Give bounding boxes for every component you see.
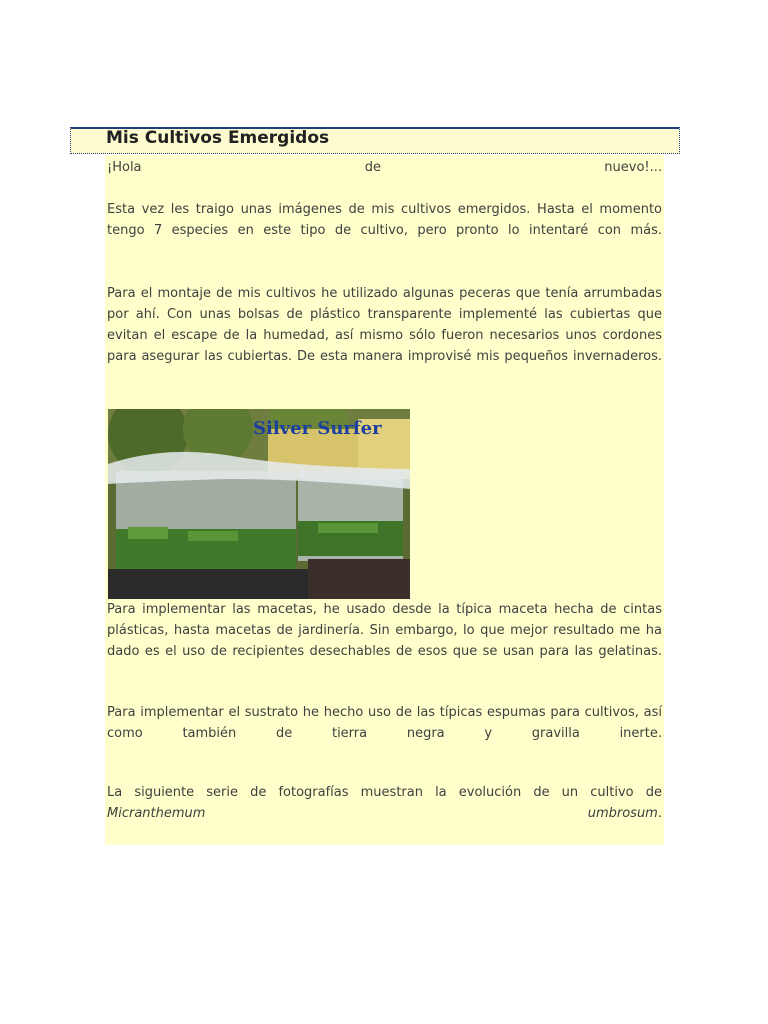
series-paragraph [107, 782, 662, 824]
watermark-text: Silver Surfer [253, 418, 382, 439]
greenhouse-photo [108, 409, 410, 599]
intro-paragraph: Esta vez les traigo unas imágenes de mis cultivos emergidos. Hasta el momento tengo 7 especies en este tipo de cultivo, pero pronto lo intentaré con más. [107, 202, 662, 238]
post-title: Mis Cultivos Emergidos [106, 128, 330, 148]
substrate-paragraph: Para implementar el sustrato he hecho uso de las típicas espumas para cultivos, así como también de tierra negra y gravilla inerte. [107, 705, 662, 741]
greeting-paragraph: ¡Hola de nuevo!... [107, 160, 662, 175]
series-end: . [657, 806, 662, 821]
series-text: La siguiente serie de fotografías muestran la evolución de un cultivo de [107, 785, 662, 800]
pots-paragraph: Para implementar las macetas, he usado desde la típica maceta hecha de cintas plásticas, hasta macetas de jardinería. Sin embargo, lo que mejor resultado me ha dado es el uso de recipientes desechables de esos que se usan para las gelatinas. [107, 602, 662, 659]
setup-paragraph: Para el montaje de mis cultivos he utilizado algunas peceras que tenía arrumbadas por ahí. Con unas bolsas de plástico transparente implementé las cubiertas que evitan el escape de la humedad, así mismo sólo fueron necesarios unos cordones para asegurar las cubiertas. De esta manera improvisé mis pequeños invernaderos. [107, 286, 662, 364]
species-name: Micranthemum umbrosum [107, 806, 658, 821]
